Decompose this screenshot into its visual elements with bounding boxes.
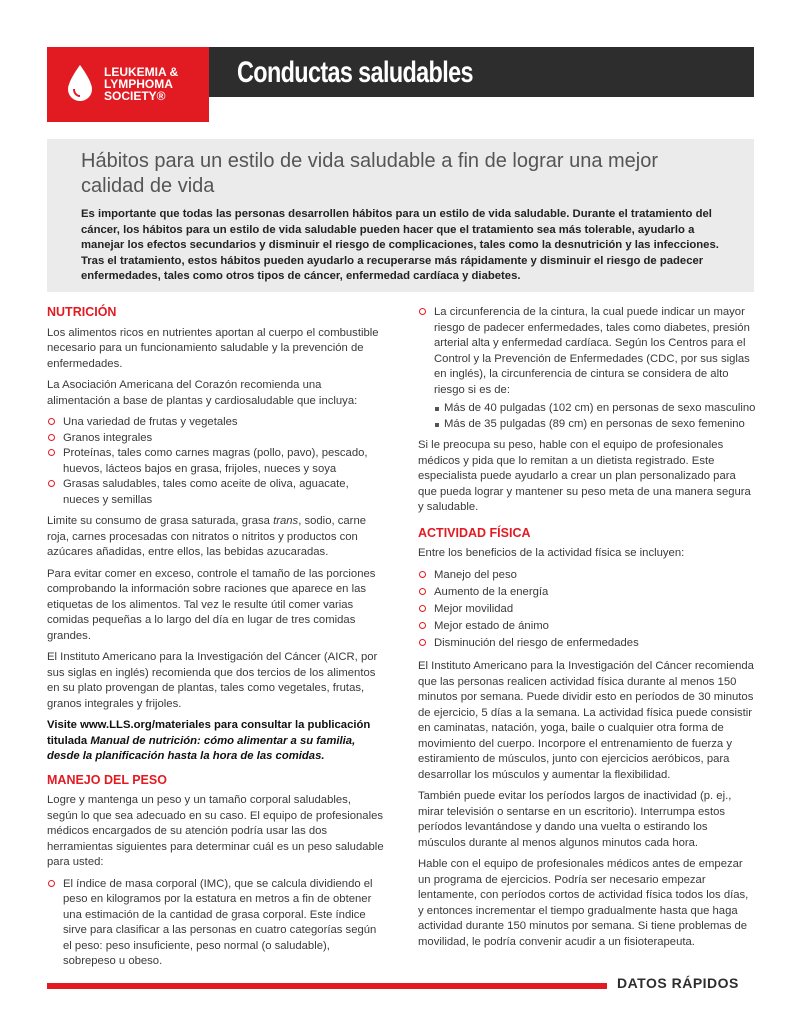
list-item-text: El índice de masa corporal (IMC), que se calcula dividiendo el peso en kilogramos por la estatura en metros a fin de obtener una estimación de la cantidad de grasa corporal. Este índice sirve para clasificar a las personas en cuatro categorías según el peso: peso insuficiente, peso normal (o saludable), sobrepeso u obeso.	[63, 877, 377, 967]
circle-bullet-icon	[419, 639, 426, 646]
list-item	[47, 477, 384, 508]
circle-bullet-icon	[419, 308, 426, 315]
actividad-list	[418, 568, 756, 652]
list-item	[47, 415, 384, 431]
right-column	[418, 305, 756, 956]
sub-list-item-text: Más de 40 pulgadas (102 cm) en personas de sexo masculino	[444, 402, 756, 414]
sub-list-item	[434, 401, 756, 417]
circle-bullet-icon	[419, 622, 426, 629]
circle-bullet-icon	[419, 588, 426, 595]
list-item	[418, 636, 756, 652]
list-item	[47, 431, 384, 447]
manejo-list	[47, 877, 384, 970]
nutricion-paragraph-4: Para evitar comer en exceso, controle el tamaño de las porciones comprobando la información sobre raciones que aparece en las etiquetas de los alimentos. Tal vez le resulte útil comer varias comidas pequeñas a lo largo del día en lugar de tres comidas grandes.	[47, 567, 376, 642]
logo-text	[104, 66, 178, 102]
manejo-paragraph-2: Si le preocupa su peso, hable con el equipo de profesionales médicos y pida que lo remitan a un dietista registrado. Este especialista puede ayudarlo a crear un plan personalizado para que pueda lograr y mantener su peso meta de una manera segura y saludable.	[418, 439, 751, 513]
waist-sublist	[434, 401, 756, 432]
circle-bullet-icon	[48, 880, 55, 887]
actividad-paragraph-3: También puede evitar los períodos largos de inactividad (p. ej., mirar televisión o sentarse en un escritorio). Interrumpa estos períodos levantándose y dando una vuelta o estirando los músculos durante al menos algunos minutos cada hora.	[418, 790, 732, 849]
square-bullet-icon	[435, 407, 439, 411]
actividad-heading: ACTIVIDAD FÍSICA	[418, 525, 531, 540]
logo-line-2: LYMPHOMA	[104, 77, 173, 91]
intro-paragraph: Es importante que todas las personas desarrollen hábitos para un estilo de vida saludable. Durante el tratamiento del cáncer, los hábitos para un estilo de vida saludable pueden hacer que el tratamiento sea más tolerable, ayudarlo a manejar los efectos secundarios y disminuir el riesgo de complicaciones, tales como la desnutrición y las infecciones. Tras el tratamiento, estos hábitos pueden ayudarlo a recuperarse más rápidamente y disminuir el riesgo de padecer enfermedades, tales como otros tipos de cáncer, enfermedad cardíaca y diabetes.	[81, 208, 719, 282]
actividad-paragraph-2: El Instituto Americano para la Investigación del Cáncer recomienda que las personas realicen actividad física durante al menos 150 minutos por semana. Puede dividir esto en períodos de 30 minutos de ejercicio, 5 días a la semana. La actividad física puede consistir en caminatas, natación, yoga, baile o cualquier otra forma de movimiento del cuerpo. Incorpore el entrenamiento de fuerza y estiramiento de músculos, junto con ejercicios aeróbicos, para desarrollar los músculos y aumentar la flexibilidad.	[418, 660, 754, 781]
list-item-text: Una variedad de frutas y vegetales	[63, 416, 238, 428]
italic-span: trans	[273, 515, 299, 527]
list-item	[418, 585, 756, 601]
list-item	[418, 619, 756, 635]
text-span: Limite su consumo de grasa saturada, grasa	[47, 515, 274, 527]
square-bullet-icon	[435, 423, 439, 427]
list-item	[47, 877, 384, 970]
list-item-text: Aumento de la energía	[434, 585, 549, 598]
publication-title: Manual de nutrición: cómo alimentar a su familia, desde la planificación hasta la hora de las comidas.	[47, 734, 356, 762]
sub-list-item	[434, 417, 756, 433]
page-subtitle: Hábitos para un estilo de vida saludable a fin de lograr una mejor calidad de vida	[81, 150, 659, 197]
circle-bullet-icon	[48, 434, 55, 441]
visit-link-paragraph	[47, 718, 384, 765]
list-item	[418, 305, 756, 432]
left-column	[47, 305, 384, 976]
manejo-heading: MANEJO DEL PESO	[47, 772, 167, 787]
nutricion-paragraph-2: La Asociación Americana del Corazón recomienda una alimentación a base de plantas y cardiosaludable que incluya:	[47, 379, 358, 407]
list-item	[418, 602, 756, 618]
actividad-paragraph-4: Hable con el equipo de profesionales médicos antes de empezar un programa de ejercicios. Podría ser necesario empezar lentamente, con períodos cortos de actividad física todos los días, y entonces incrementar el tiempo gradualmente hasta que haga actividad durante 150 minutos por semana. Si tiene problemas de movilidad, le podría convenir acudir a un fisioterapeuta.	[418, 858, 749, 948]
list-item-text: Mejor movilidad	[434, 602, 514, 615]
list-item-text: Proteínas, tales como carnes magras (pollo, pavo), pescado, huevos, lácteos bajos en grasa, frijoles, nueces y soya	[63, 447, 368, 475]
nutricion-paragraph-5: El Instituto Americano para la Investigación del Cáncer (AICR, por sus siglas en inglés) recomienda que dos tercios de los alimentos en su plato provengan de plantas, tales como vegetales, frutas, granos integrales y frijoles.	[47, 651, 378, 710]
nutricion-list	[47, 415, 384, 508]
list-item-text: Mejor estado de ánimo	[434, 619, 549, 632]
circle-bullet-icon	[48, 480, 55, 487]
circle-bullet-icon	[48, 449, 55, 456]
nutricion-heading: NUTRICIÓN	[47, 305, 117, 319]
manejo-paragraph-1: Logre y mantenga un peso y un tamaño corporal saludables, según lo que sea adecuado en su caso. El equipo de profesionales médicos encargados de su atención podría usar las dos herramientas siguientes para determinar cuál es un peso saludable para usted:	[47, 794, 384, 868]
footer-bar	[47, 983, 607, 989]
logo-line-3: SOCIETY®	[104, 89, 166, 103]
circle-bullet-icon	[419, 605, 426, 612]
page-title: Conductas saludables	[237, 56, 473, 89]
logo-line-1: LEUKEMIA &	[104, 65, 179, 79]
list-item-text: Disminución del riesgo de enfermedades	[434, 636, 639, 649]
nutricion-paragraph-3	[47, 514, 384, 561]
lls-logo	[47, 47, 209, 122]
text-span: , sodio, carne roja, carnes procesadas con nitratos o nitritos y productos con azúcares añadidas, entre ellos, las bebidas azucaradas.	[47, 515, 367, 558]
list-item-text: Grasas saludables, tales como aceite de oliva, aguacate, nueces y semillas	[63, 478, 349, 506]
sub-list-item-text: Más de 35 pulgadas (89 cm) en personas de sexo femenino	[444, 417, 745, 430]
manejo-list-continued	[418, 305, 756, 432]
footer-label: DATOS RÁPIDOS	[617, 975, 739, 991]
list-item	[418, 568, 756, 584]
circle-bullet-icon	[419, 571, 426, 578]
circle-bullet-icon	[48, 418, 55, 425]
actividad-paragraph-1: Entre los beneficios de la actividad física se incluyen:	[418, 547, 685, 559]
blood-drop-icon	[68, 65, 92, 101]
list-item-text: Manejo del peso	[434, 568, 517, 581]
nutricion-paragraph-1: Los alimentos ricos en nutrientes aportan al cuerpo el combustible necesario para un funcionamiento saludable y la prevención de enfermedades.	[47, 326, 379, 370]
visit-text: Visite www.LLS.org/materiales para consultar la publicación titulada	[47, 719, 371, 747]
list-item-text: Granos integrales	[63, 431, 153, 444]
list-item	[47, 446, 384, 477]
list-item-text: La circunferencia de la cintura, la cual puede indicar un mayor riesgo de padecer enfermedades, tales como diabetes, presión arterial alta y enfermedad cardíaca. Según los Centros para el Control y la Prevención de Enfermedades (CDC, por sus siglas en inglés), la circunferencia de cintura se considera de alto riesgo si es de:	[434, 306, 750, 396]
